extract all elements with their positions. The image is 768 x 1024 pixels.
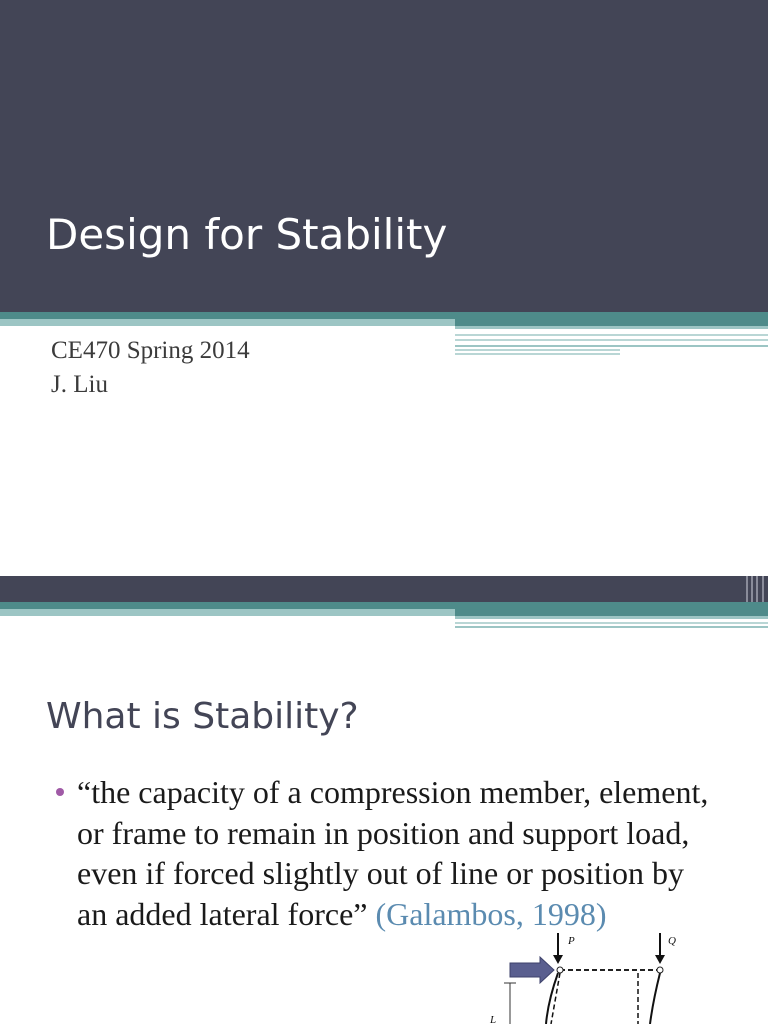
frame-diagram	[488, 931, 688, 1024]
bullet-dot-icon	[56, 788, 64, 796]
stripe-line	[455, 626, 768, 628]
lateral-force-arrow-icon	[510, 957, 554, 983]
stripe-line	[455, 326, 768, 329]
stripe-line	[455, 353, 620, 355]
node-left	[557, 967, 563, 973]
citation: (Galambos, 1998)	[375, 895, 607, 932]
stripe-line	[455, 334, 768, 336]
label-q: Q	[668, 935, 676, 947]
node-right	[657, 967, 663, 973]
vertical-line	[756, 576, 758, 602]
header-band	[0, 576, 768, 602]
slide-title: Design for Stability	[46, 210, 448, 259]
course-line: CE470 Spring 2014	[51, 337, 250, 364]
vertical-line	[751, 576, 753, 602]
slide-title: What is Stability?	[46, 696, 359, 737]
content-slide	[0, 576, 768, 1024]
stripe-line	[455, 616, 768, 619]
bullet-text: “the capacity of a compression member, element, or frame to remain in position and support load, even if forced slightly out of line or position by an added lateral force”	[77, 774, 709, 932]
author-line: J. Liu	[51, 371, 108, 398]
subtitle	[51, 334, 250, 402]
stripe-line	[455, 622, 768, 624]
light-stripe	[0, 609, 455, 616]
bullet-item	[56, 772, 716, 934]
label-l: L	[490, 1014, 497, 1024]
vertical-line	[762, 576, 764, 602]
label-p: P	[568, 935, 575, 947]
stripe-line	[455, 349, 620, 351]
bullet-list	[56, 772, 716, 934]
stripe-line	[455, 339, 768, 341]
stripe-line	[455, 345, 768, 347]
vertical-line	[746, 576, 748, 602]
column-right	[650, 973, 660, 1024]
title-band	[0, 0, 768, 312]
light-stripe	[0, 319, 455, 326]
